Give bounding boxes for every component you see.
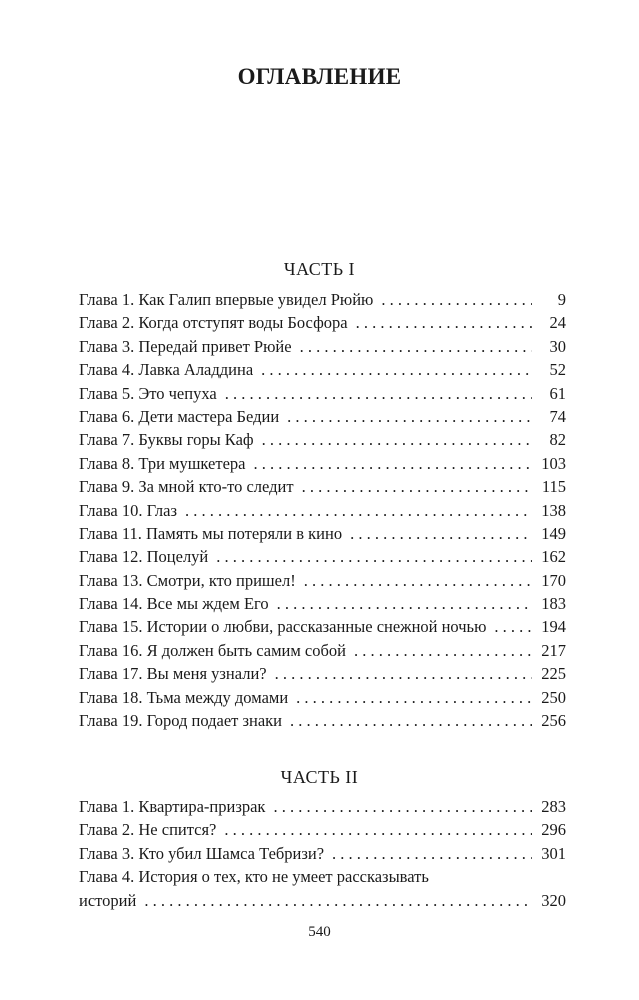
toc-entry[interactable] — [79, 311, 566, 334]
toc-entry[interactable] — [79, 615, 566, 638]
dot-leader — [185, 499, 532, 522]
toc-entry[interactable] — [79, 335, 566, 358]
chapter-page-number: 103 — [541, 453, 566, 473]
chapter-title: Глава 4. Лавка Аладдина — [79, 360, 254, 380]
dot-leader — [354, 639, 532, 662]
toc-entry[interactable] — [79, 795, 566, 818]
chapter-page-number: 170 — [541, 570, 566, 590]
dot-leader — [225, 382, 532, 405]
toc-entry[interactable] — [79, 452, 566, 475]
dot-leader — [253, 452, 532, 475]
toc-entry[interactable] — [79, 545, 566, 568]
dot-leader — [262, 428, 532, 451]
toc-list-part-2 — [79, 795, 566, 912]
chapter-title: Глава 1. Как Галип впервые увидел Рюйю — [79, 290, 374, 309]
toc-entry[interactable] — [79, 842, 566, 865]
dot-leader — [494, 615, 532, 638]
chapter-title: Глава 4. История о тех, кто не умеет рассказывать — [79, 867, 429, 887]
dot-leader — [216, 545, 532, 568]
dot-leader — [350, 522, 532, 545]
chapter-page-number: 61 — [549, 383, 566, 403]
chapter-title: Глава 2. Не спится? — [79, 820, 217, 840]
chapter-page-number: 82 — [549, 430, 566, 450]
chapter-page-number: 74 — [549, 406, 566, 426]
chapter-page-number: 283 — [541, 797, 566, 816]
chapter-title: Глава 19. Город подает знаки — [79, 711, 283, 731]
toc-entry[interactable] — [79, 662, 566, 685]
toc-entry[interactable] — [79, 428, 566, 451]
chapter-title: Глава 8. Три мушкетера — [79, 453, 246, 473]
chapter-title: Глава 6. Дети мастера Бедии — [79, 406, 280, 426]
chapter-page-number: 194 — [541, 617, 566, 637]
dot-leader — [277, 592, 532, 615]
dot-leader — [296, 686, 532, 709]
chapter-page-number: 52 — [549, 360, 566, 380]
dot-leader — [290, 709, 532, 732]
dot-leader — [224, 818, 532, 841]
chapter-page-number: 320 — [541, 890, 566, 910]
toc-entry[interactable] — [79, 569, 566, 592]
toc-entry[interactable] — [79, 358, 566, 381]
chapter-page-number: 296 — [541, 820, 566, 840]
chapter-title: Глава 3. Кто убил Шамса Тебризи? — [79, 843, 325, 863]
toc-entry[interactable] — [79, 288, 566, 311]
toc-entry[interactable] — [79, 639, 566, 662]
dot-leader — [332, 842, 532, 865]
part-heading: ЧАСТЬ I — [283, 259, 356, 279]
dot-leader — [381, 288, 532, 311]
chapter-page-number: 217 — [541, 640, 566, 660]
chapter-page-number: 301 — [541, 843, 566, 863]
chapter-page-number: 24 — [549, 313, 566, 333]
page-number: 540 — [308, 924, 331, 940]
chapter-title-continuation: историй — [79, 890, 137, 910]
dot-leader — [302, 475, 532, 498]
chapter-page-number: 183 — [541, 594, 566, 614]
chapter-page-number: 115 — [541, 477, 566, 497]
chapter-page-number: 149 — [541, 523, 566, 543]
chapter-page-number: 225 — [541, 664, 566, 684]
chapter-title: Глава 5. Это чепуха — [79, 383, 217, 403]
dot-leader — [144, 889, 532, 912]
chapter-page-number: 250 — [541, 687, 566, 707]
chapter-page-number: 138 — [541, 500, 566, 520]
chapter-title: Глава 9. За мной кто-то следит — [79, 477, 294, 497]
toc-entry[interactable] — [79, 865, 566, 912]
dot-leader — [300, 335, 532, 358]
page-title: ОГЛАВЛЕНИЕ — [237, 64, 402, 89]
part-heading: ЧАСТЬ II — [280, 767, 359, 787]
chapter-title: Глава 10. Глаз — [79, 500, 178, 520]
toc-list-part-1 — [79, 288, 566, 732]
toc-entry[interactable] — [79, 818, 566, 841]
toc-entry[interactable] — [79, 522, 566, 545]
chapter-title: Глава 12. Поцелуй — [79, 547, 209, 567]
toc-entry[interactable] — [79, 382, 566, 405]
chapter-title: Глава 11. Память мы потеряли в кино — [79, 523, 343, 543]
toc-entry[interactable] — [79, 475, 566, 498]
chapter-page-number: 30 — [549, 336, 566, 356]
dot-leader — [273, 795, 532, 818]
chapter-title: Глава 16. Я должен быть самим собой — [79, 640, 346, 660]
chapter-page-number: 162 — [541, 547, 566, 567]
dot-leader — [356, 311, 532, 334]
chapter-title: Глава 7. Буквы горы Каф — [79, 430, 254, 450]
dot-leader — [275, 662, 532, 685]
toc-entry[interactable] — [79, 592, 566, 615]
chapter-title: Глава 1. Квартира-призрак — [79, 797, 266, 816]
dot-leader — [261, 358, 532, 381]
chapter-title: Глава 14. Все мы ждем Его — [79, 594, 269, 614]
chapter-title: Глава 15. Истории о любви, рассказанные снежной ночью — [79, 617, 487, 637]
chapter-title: Глава 2. Когда отступят воды Босфора — [79, 313, 348, 333]
chapter-page-number: 256 — [541, 711, 566, 731]
chapter-title: Глава 17. Вы меня узнали? — [79, 664, 267, 684]
dot-leader — [304, 569, 532, 592]
toc-entry[interactable] — [79, 405, 566, 428]
toc-entry[interactable] — [79, 709, 566, 732]
chapter-page-number: 9 — [557, 290, 566, 309]
chapter-title: Глава 18. Тьма между домами — [79, 687, 289, 707]
toc-entry[interactable] — [79, 686, 566, 709]
toc-entry[interactable] — [79, 499, 566, 522]
dot-leader — [287, 405, 532, 428]
chapter-title: Глава 13. Смотри, кто пришел! — [79, 570, 296, 590]
chapter-title: Глава 3. Передай привет Рюйе — [79, 336, 292, 356]
